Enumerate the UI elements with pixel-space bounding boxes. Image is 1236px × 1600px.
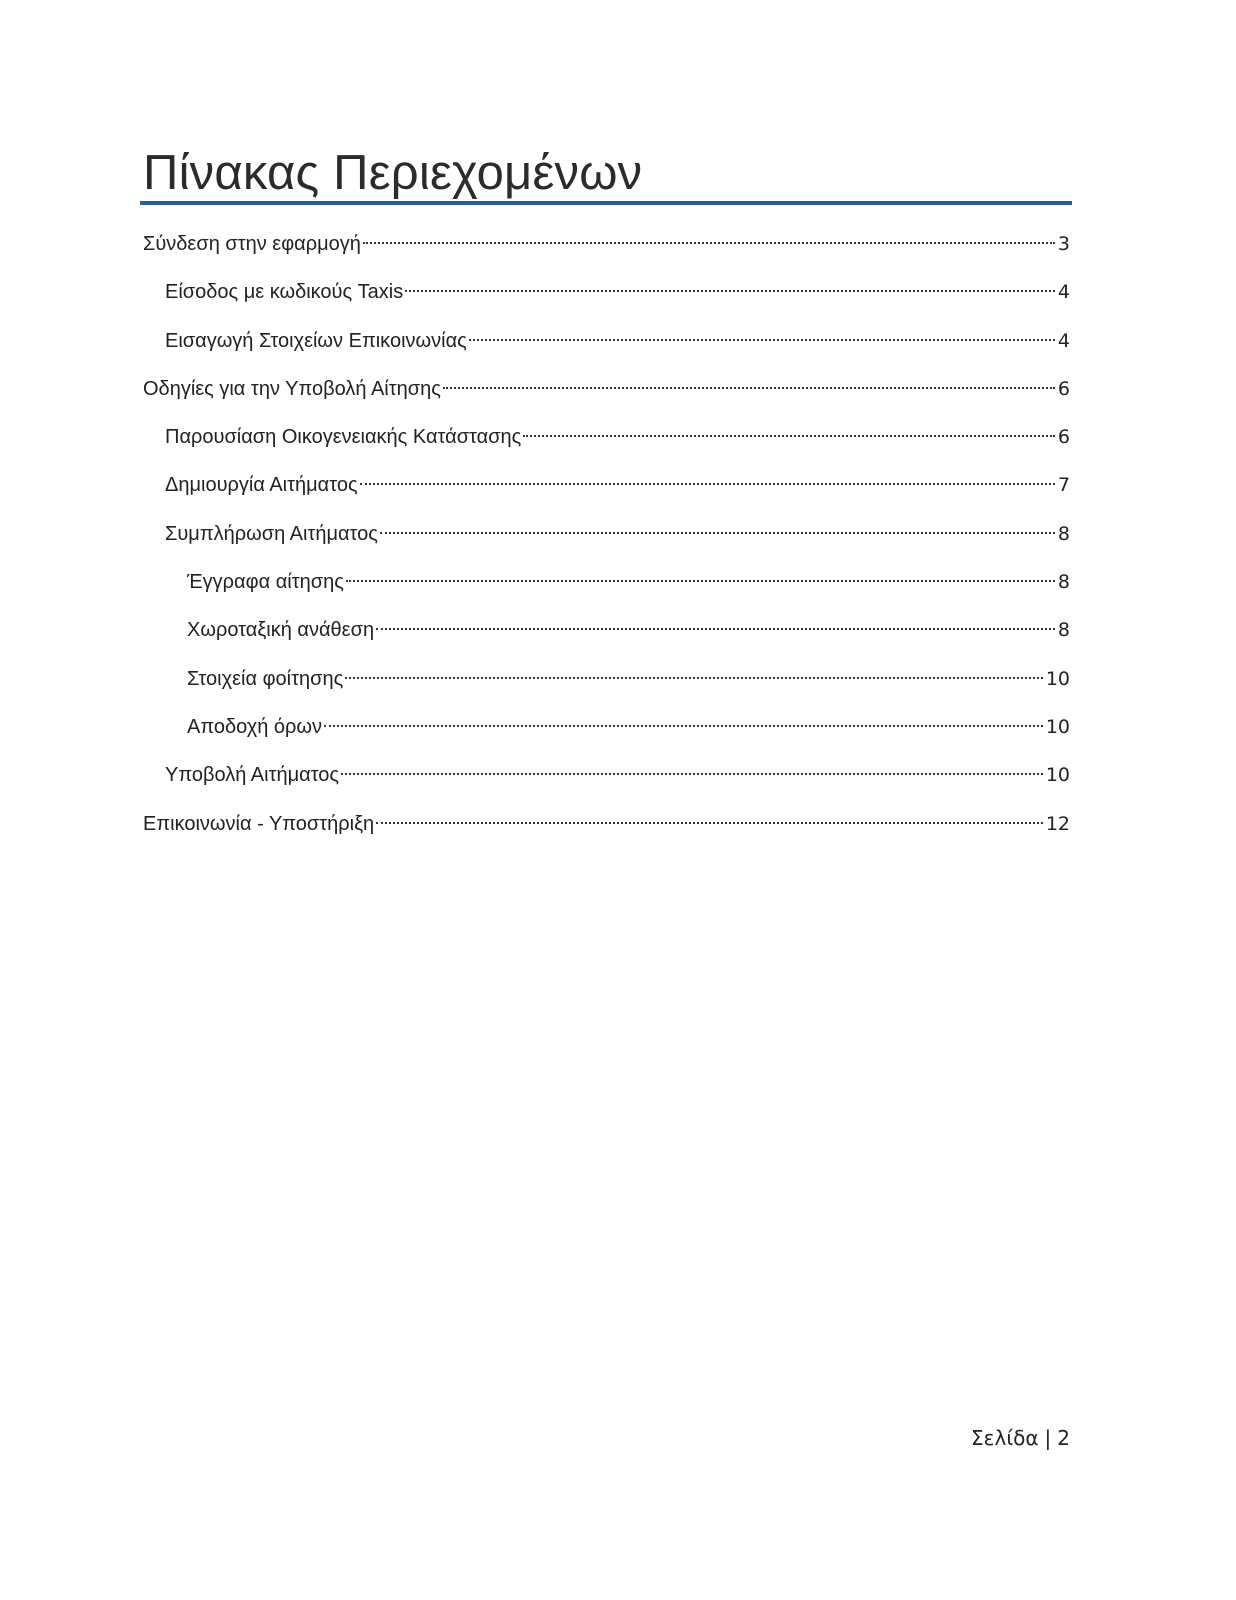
toc-dot-leader bbox=[345, 677, 1043, 679]
toc-entry-page: 8 bbox=[1057, 619, 1070, 642]
toc-entry[interactable] bbox=[0, 373, 1236, 421]
toc-entry-title: Συμπλήρωση Αιτήματος bbox=[165, 522, 378, 545]
toc-entry-title: Οδηγίες για την Υποβολή Αίτησης bbox=[143, 377, 441, 400]
toc-dot-leader bbox=[443, 387, 1055, 389]
title-underline bbox=[140, 201, 1072, 205]
toc-entry[interactable] bbox=[0, 566, 1236, 614]
toc-entry-page: 4 bbox=[1057, 281, 1070, 304]
footer-separator: | bbox=[1044, 1426, 1052, 1450]
toc-entry-page: 10 bbox=[1045, 667, 1070, 690]
toc-entry[interactable] bbox=[0, 325, 1236, 373]
toc-dot-leader bbox=[376, 628, 1055, 630]
toc-entry-title: Είσοδος με κωδικούς Taxis bbox=[165, 281, 404, 304]
toc-entry-page: 10 bbox=[1045, 715, 1070, 738]
toc-entry[interactable] bbox=[0, 421, 1236, 469]
toc-dot-leader bbox=[346, 580, 1055, 582]
toc-entry-title: Στοιχεία φοίτησης bbox=[187, 667, 344, 690]
footer-page-label: Σελίδα bbox=[971, 1426, 1039, 1450]
toc-dot-leader bbox=[363, 242, 1055, 244]
toc-entry-page: 12 bbox=[1045, 812, 1070, 835]
toc-dot-leader bbox=[523, 435, 1055, 437]
toc-dot-leader bbox=[405, 290, 1055, 292]
toc-dot-leader bbox=[341, 773, 1043, 775]
toc-entry-page: 3 bbox=[1057, 233, 1070, 255]
toc-entry-title: Εισαγωγή Στοιχείων Επικοινωνίας bbox=[165, 329, 467, 352]
toc-title: Πίνακας Περιεχομένων bbox=[143, 146, 643, 200]
toc-entry[interactable] bbox=[0, 614, 1236, 662]
toc-entry-title: Δημιουργία Αιτήματος bbox=[165, 474, 358, 497]
toc-entry-title: Έγγραφα αίτησης bbox=[187, 571, 344, 594]
toc-entry-title: Επικοινωνία - Υποστήριξη bbox=[143, 812, 375, 835]
table-of-contents bbox=[0, 228, 1236, 856]
toc-entry[interactable] bbox=[0, 469, 1236, 517]
toc-dot-leader bbox=[324, 725, 1043, 727]
toc-entry-page: 7 bbox=[1057, 474, 1070, 497]
toc-entry[interactable] bbox=[0, 663, 1236, 711]
toc-entry[interactable] bbox=[0, 808, 1236, 856]
toc-dot-leader bbox=[380, 532, 1055, 534]
toc-dot-leader bbox=[469, 339, 1055, 341]
toc-entry-page: 4 bbox=[1057, 329, 1070, 352]
toc-entry-title: Παρουσίαση Οικογενειακής Κατάστασης bbox=[165, 426, 522, 449]
toc-entry-title: Σύνδεση στην εφαρμογή bbox=[143, 233, 361, 255]
toc-entry-page: 10 bbox=[1045, 764, 1070, 787]
page-footer bbox=[971, 1424, 1070, 1452]
toc-dot-leader bbox=[360, 483, 1055, 485]
toc-entry-page: 6 bbox=[1057, 377, 1070, 400]
toc-entry[interactable] bbox=[0, 711, 1236, 759]
toc-entry-page: 8 bbox=[1057, 522, 1070, 545]
toc-entry-title: Χωροταξική ανάθεση bbox=[187, 619, 375, 642]
toc-entry[interactable] bbox=[0, 518, 1236, 566]
footer-page-number: 2 bbox=[1057, 1426, 1070, 1450]
toc-entry-title: Υποβολή Αιτήματος bbox=[165, 764, 340, 787]
toc-entry-page: 8 bbox=[1057, 571, 1070, 594]
toc-entry-title: Αποδοχή όρων bbox=[187, 715, 322, 738]
toc-entry[interactable] bbox=[0, 228, 1236, 276]
toc-entry[interactable] bbox=[0, 276, 1236, 324]
toc-entry[interactable] bbox=[0, 759, 1236, 807]
toc-entry-page: 6 bbox=[1057, 426, 1070, 449]
toc-dot-leader bbox=[376, 822, 1043, 824]
